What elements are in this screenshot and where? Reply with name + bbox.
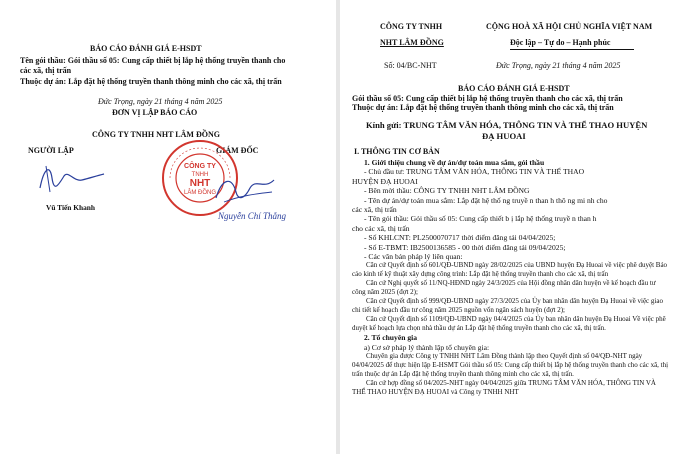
recipient-cont: ĐẠ HUOAI [482, 131, 526, 141]
svg-text:TNHH: TNHH [191, 172, 209, 178]
svg-text:LÂM ĐỒNG: LÂM ĐỒNG [183, 190, 217, 196]
project-line-cont: các xã, thị trấn [352, 205, 397, 215]
package-line: - Tên gói thầu: Gói thầu số 05: Cung cấp thiết b ị lắp hệ thống truyề n than h [364, 214, 597, 224]
unit-heading: ĐƠN VỊ LẬP BÁO CÁO [112, 108, 198, 117]
svg-text:CÔNG TY: CÔNG TY [184, 163, 216, 170]
owner-line: - Chủ đầu tư: TRUNG TÂM VĂN HÓA, THÔNG TIN VÀ THỂ THAO [364, 167, 585, 177]
legal-basis-4: Căn cứ Quyết định số 1109/QĐ-UBND ngày 04/4/2025 của Ủy ban nhân dân huyện Đạ Huoai Về việc phê duyệt kế hoạch lựa chọn nhà thầu dự án Lắp đặt hệ thống truyền thanh cho các xã, thị trấn. [352, 315, 666, 333]
project-line: - Tên dự án/dự toán mua sắm: Lắp đặt hệ thố ng truyề n than h thô ng mi nh cho [364, 195, 608, 205]
package-name: Gói thầu số 05: Cung cấp thiết bị lắp hệ thống truyền thanh cho các xã, thị trấn [352, 94, 623, 103]
director-signature [210, 170, 280, 210]
svg-text:NHT: NHT [189, 178, 211, 189]
motto: Độc lập – Tự do – Hạnh phúc [510, 38, 611, 47]
header-company-line2: NHT LÂM ĐỒNG [380, 38, 444, 47]
tbmt-line: - Số E-TBMT: IB2500136585 - 00 thời điểm đăng tải 09/04/2025; [364, 242, 566, 252]
company-name: CÔNG TY TNHH NHT LÂM ĐỒNG [92, 130, 220, 139]
report-title: BÁO CÁO ĐÁNH GIÁ E-HSDT [458, 84, 570, 93]
document-date: Đức Trọng, ngày 21 tháng 4 năm 2025 [496, 61, 621, 70]
director-name: Nguyễn Chí Thắng [218, 211, 287, 221]
preparer-name: Vũ Tiến Khanh [46, 203, 96, 212]
contract-para: Căn cứ hợp đồng số 04/2025-NHT ngày 04/04/2025 giữa TRUNG TÂM VĂN HÓA, THÔNG TIN VÀ THỂ THAO HUYỆN ĐẠ HUOAI và Công ty TNHH NHT [352, 379, 656, 397]
report-title: BÁO CÁO ĐÁNH GIÁ E-HSDT [90, 44, 202, 53]
subsection-heading: 1. Giới thiệu chung về dự án/dự toán mua sắm, gói thầu [364, 158, 545, 167]
package-line-cont: cho các xã, thị trấn [352, 223, 410, 233]
motto-underline [510, 49, 634, 50]
section-heading: I. THÔNG TIN CƠ BẢN [354, 147, 440, 156]
package-name-cont: các xã, thị trấn [20, 66, 72, 75]
header-company-line1: CÔNG TY TNHH [380, 22, 443, 31]
subsection-heading-2: 2. Tổ chuyên gia [364, 333, 418, 343]
signing-date: Đức Trọng, ngày 21 tháng 4 năm 2025 [98, 97, 223, 106]
legal-basis-3: Căn cứ Quyết định số 999/QĐ-UBND ngày 27/3/2025 của Ủy ban nhân dân huyện Đạ Huoai về việc giao chi tiết kế hoạch đầu tư công năm 2025 nguồn vốn ngân sách huyện (đợt 2); [352, 297, 663, 315]
preparer-signature [30, 158, 110, 198]
preparer-label: NGƯỜI LẬP [28, 146, 74, 155]
inviter-line: - Bên mời thầu: CÔNG TY TNHH NHT LÂM ĐỒNG [364, 186, 530, 196]
subsection-2a: a) Cơ sở pháp lý thành lập tổ chuyên gia: [364, 342, 490, 352]
legal-docs-line: - Các văn bản pháp lý liên quan: [364, 252, 463, 262]
report-body [352, 158, 670, 397]
legal-basis-2: Căn cứ Nghị quyết số 11/NQ-HĐND ngày 24/3/2025 của Hội đồng nhân dân huyện về kế hoạch đầu tư công năm 2025 (đợt 2); [352, 279, 656, 297]
director-label: GIÁM ĐỐC [216, 146, 259, 155]
recipient: Kính gửi: TRUNG TÂM VĂN HÓA, THÔNG TIN VÀ THỂ THAO HUYỆN [366, 120, 648, 130]
project-name: Thuộc dự án: Lắp đặt hệ thống truyền thanh thông minh cho các xã, thị trấn [20, 77, 282, 86]
legal-basis-1: Căn cứ Quyết định số 601/QĐ-UBND ngày 28/02/2025 của UBND huyện Đạ Huoai về việc phê duyệt Báo cáo kinh tế kỹ thuật xây dựng công trình: Lắp đặt hệ thống truyền thanh cho các xã, thị trấn [352, 261, 668, 279]
owner-line-cont: HUYỆN ĐẠ HUOAI [352, 176, 418, 186]
republic-heading: CỘNG HOÀ XÃ HỘI CHỦ NGHĨA VIỆT NAM [486, 22, 653, 31]
left-page [0, 0, 336, 454]
right-page [340, 0, 680, 454]
project-name: Thuộc dự án: Lắp đặt hệ thống truyền thanh thông minh cho các xã, thị trấn [352, 103, 614, 112]
khlcnt-line: - Số KHLCNT: PL2500070717 thời điểm đăng tải 04/04/2025; [364, 233, 556, 243]
document-number: Số: 04/BC-NHT [384, 61, 437, 70]
expert-team-para: Chuyên gia được Công ty TNHH NHT Lâm Đồng thành lập theo Quyết định số 04/QĐ-NHT ngày 04/04/2025 để thực hiện lập E-HSMT Gói thầu số 05: Cung cấp thiết bị lắp hệ thống truyền thanh cho các xã, thị trấn thuộc dự án Lắp đặt hệ thống truyền thanh thông minh cho các xã, thị trấn. [352, 352, 669, 379]
package-name: Tên gói thầu: Gói thầu số 05: Cung cấp thiết bị lắp hệ thống truyền thanh cho [20, 56, 286, 65]
